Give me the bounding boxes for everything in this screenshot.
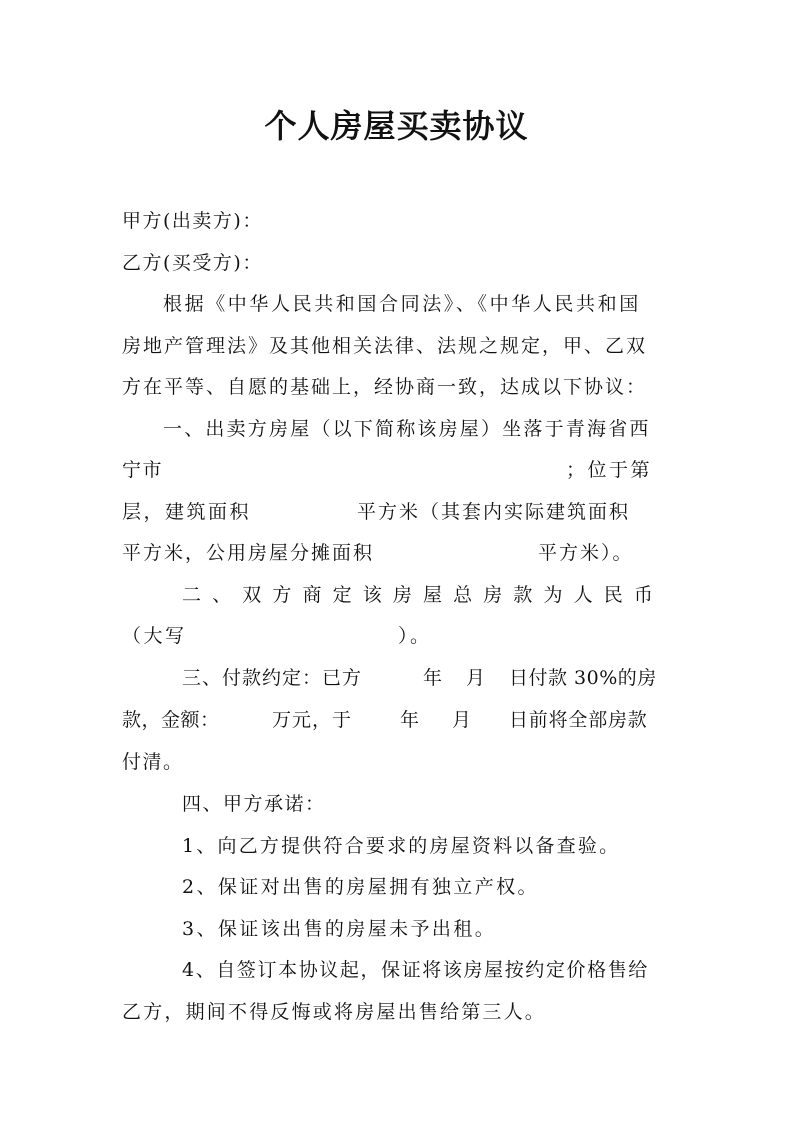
clause-3-line-1-b: 年 — [423, 667, 444, 689]
clause-2-line-1 — [182, 581, 653, 609]
clause-2-char: 商 — [302, 584, 322, 606]
clause-4-heading: 四、甲方承诺： — [182, 793, 326, 815]
clause-2-char: 款 — [513, 584, 533, 606]
clause-2-char: 定 — [332, 584, 352, 606]
party-a-label: 甲方(出卖方)： — [122, 210, 263, 232]
clause-4-item-4: 4、自签订本协议起，保证将该房屋按约定价格售给 — [182, 959, 649, 981]
document-title: 个人房屋买卖协议 — [264, 107, 529, 145]
clause-4-item-3: 3、保证该出售的房屋未予出租。 — [182, 918, 497, 940]
clause-1-line-1: 一、出卖方房屋（以下简称该房屋）坐落于青海省西 — [163, 418, 651, 440]
clause-4-item-4-continued: 乙方，期间不得反悔或将房屋出售给第三人。 — [122, 1001, 547, 1023]
clause-2-char: 房 — [483, 584, 503, 606]
clause-2-line-2-right: ）。 — [398, 625, 432, 647]
clause-2-char: 方 — [272, 584, 292, 606]
clause-2-char: 为 — [543, 584, 563, 606]
party-b-label: 乙方(买受方)： — [122, 252, 263, 274]
clause-2-char: 币 — [633, 584, 653, 606]
clause-3-line-1-c: 月 — [466, 667, 487, 689]
clause-3-line-2-d: 月 — [452, 709, 473, 731]
clause-1-line-4-left: 平方米，公用房屋分摊面积 — [122, 542, 375, 564]
clause-3-line-2-a: 款，金额： — [122, 709, 220, 731]
clause-1-line-2-right: ；位于第 — [566, 459, 653, 481]
clause-2-char: 房 — [392, 584, 412, 606]
clause-3-line-3: 付清。 — [122, 751, 184, 773]
preamble-line-2: 房地产管理法》及其他相关法律、法规之规定，甲、乙双 — [122, 335, 648, 357]
clause-4-item-1: 1、向乙方提供符合要求的房屋资料以备查验。 — [182, 835, 621, 857]
clause-3-line-1-d: 日付款 30%的房 — [509, 667, 657, 689]
clause-2-char: 双 — [242, 584, 262, 606]
clause-1-line-3-right: 平方米（其套内实际建筑面积 — [357, 501, 631, 523]
clause-1-line-2-left: 宁市 — [122, 459, 164, 481]
clause-3-line-1-a: 三、付款约定：已方 — [182, 667, 363, 689]
preamble-line-1: 根据《中华人民共和国合同法》、《中华人民共和国 — [163, 293, 641, 315]
clause-2-char: 屋 — [423, 584, 443, 606]
clause-2-char: 民 — [603, 584, 623, 606]
clause-3-line-2-c: 年 — [400, 709, 421, 731]
clause-2-char: 二 — [182, 584, 202, 606]
clause-1-line-3-left: 层，建筑面积 — [122, 501, 252, 523]
clause-3-line-2-b: 万元，于 — [272, 709, 353, 731]
clause-2-char: 总 — [453, 584, 473, 606]
clause-2-char: 、 — [212, 584, 232, 606]
clause-3-line-2-e: 日前将全部房款 — [509, 709, 648, 731]
clause-2-line-2-left: （大写 — [122, 625, 187, 647]
clause-4-item-2: 2、保证对出售的房屋拥有独立产权。 — [182, 876, 539, 898]
clause-2-char: 该 — [362, 584, 382, 606]
preamble-line-3: 方在平等、自愿的基础上，经协商一致，达成以下协议： — [122, 376, 648, 398]
clause-2-char: 人 — [573, 584, 593, 606]
clause-1-line-4-right: 平方米）。 — [538, 542, 634, 564]
